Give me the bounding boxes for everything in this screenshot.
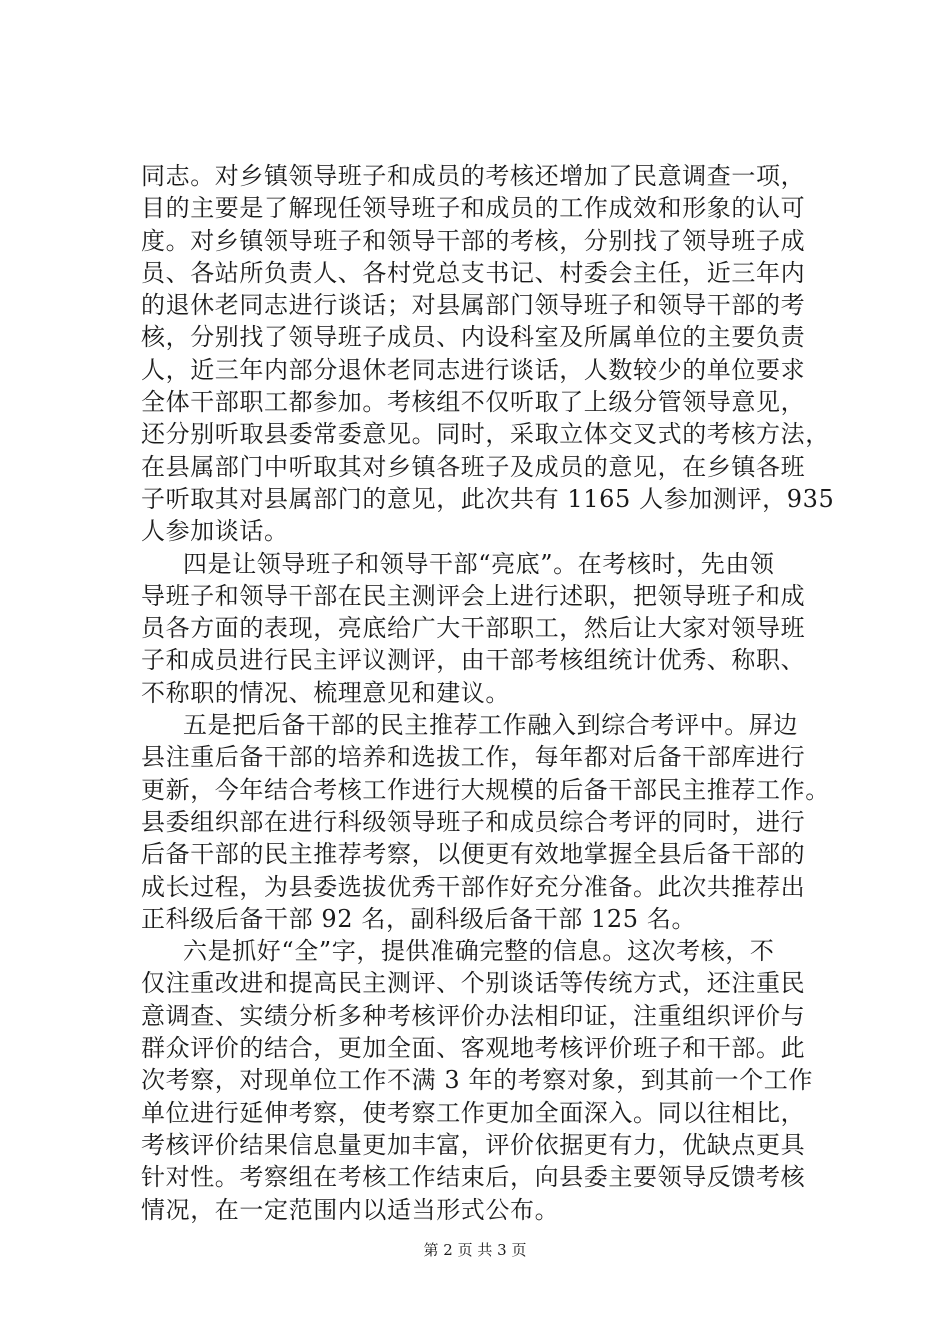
text-line: 不称职的情况、梳理意见和建议。	[141, 678, 510, 707]
text-line: 县注重后备干部的培养和选拔工作，每年都对后备干部库进行	[141, 743, 806, 772]
text-line: 成长过程，为县委选拔优秀干部作好充分准备。此次共推荐出	[141, 872, 806, 901]
text-line: 更新，今年结合考核工作进行大规模的后备干部民主推荐工作。	[141, 775, 830, 804]
text-line: 员、各站所负责人、各村党总支书记、村委会主任，近三年内	[141, 258, 806, 287]
text-line: 五是把后备干部的民主推荐工作融入到综合考评中。屏边	[183, 711, 798, 740]
text-line: 意调查、实绩分析多种考核评价办法相印证，注重组织评价与	[141, 1001, 806, 1030]
text-line: 员各方面的表现，亮底给广大干部职工，然后让大家对领导班	[141, 614, 806, 643]
text-line: 县委组织部在进行科级领导班子和成员综合考评的同时，进行	[141, 807, 806, 836]
text-line: 度。对乡镇领导班子和领导干部的考核，分别找了领导班子成	[141, 226, 806, 255]
text-line: 针对性。考察组在考核工作结束后，向县委主要领导反馈考核	[141, 1163, 806, 1192]
text-line: 次考察，对现单位工作不满 3 年的考察对象，到其前一个工作	[141, 1066, 813, 1095]
text-line: 核，分别找了领导班子成员、内设科室及所属单位的主要负责	[141, 323, 806, 352]
text-line: 同志。对乡镇领导班子和成员的考核还增加了民意调查一项，	[141, 162, 806, 190]
text-line: 全体干部职工都参加。考核组不仅听取了上级分管领导意见，	[141, 388, 806, 417]
page-number-footer: 第 2 页 共 3 页	[423, 1241, 527, 1259]
text-line: 的退休老同志进行谈话；对县属部门领导班子和领导干部的考	[141, 291, 806, 320]
text-line: 后备干部的民主推荐考察，以便更有效地掌握全县后备干部的	[141, 840, 806, 869]
text-line: 子和成员进行民主评议测评，由干部考核组统计优秀、称职、	[141, 646, 806, 675]
text-line: 单位进行延伸考察，使考察工作更加全面深入。同以往相比，	[141, 1098, 806, 1127]
text-line: 情况，在一定范围内以适当形式公布。	[141, 1195, 560, 1224]
text-line: 正科级后备干部 92 名，副科级后备干部 125 名。	[141, 904, 697, 933]
text-line: 还分别听取县委常委意见。同时，采取立体交叉式的考核方法，	[141, 420, 830, 449]
text-line: 人参加谈话。	[141, 517, 289, 546]
body-text	[141, 160, 861, 1226]
text-line: 考核评价结果信息量更加丰富，评价依据更有力，优缺点更具	[141, 1130, 806, 1159]
text-line: 导班子和领导干部在民主测评会上进行述职，把领导班子和成	[141, 581, 806, 610]
text-line: 在县属部门中听取其对乡镇各班子及成员的意见，在乡镇各班	[141, 452, 806, 481]
text-line: 仅注重改进和提高民主测评、个别谈话等传统方式，还注重民	[141, 969, 806, 998]
text-line: 人，近三年内部分退休老同志进行谈话，人数较少的单位要求	[141, 355, 806, 384]
text-line: 目的主要是了解现任领导班子和成员的工作成效和形象的认可	[141, 194, 806, 223]
text-line: 六是抓好“全”字，提供准确完整的信息。这次考核，不	[183, 937, 775, 966]
text-line: 四是让领导班子和领导干部“亮底”。在考核时，先由领	[183, 549, 775, 578]
text-line: 群众评价的结合，更加全面、客观地考核评价班子和干部。此	[141, 1034, 806, 1063]
text-line: 子听取其对县属部门的意见，此次共有 1165 人参加测评，935	[141, 484, 835, 513]
